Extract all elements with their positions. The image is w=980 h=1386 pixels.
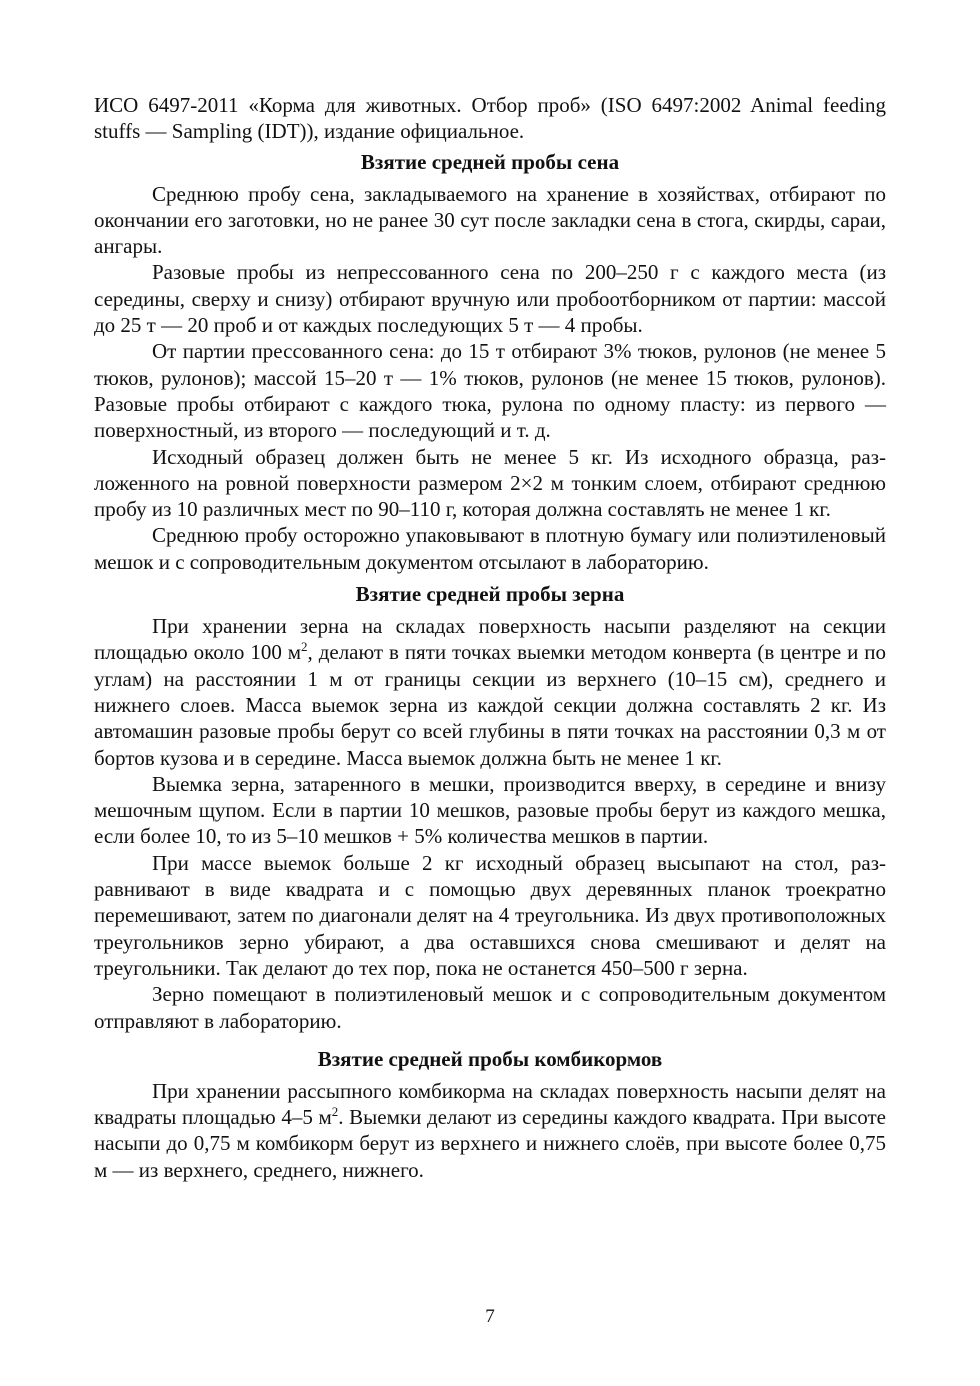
square-meter-superscript: 2 xyxy=(331,1104,339,1120)
heading-feed-sampling: Взятие средней пробы комбикормов xyxy=(317,1046,663,1071)
hay-paragraph-1: Среднюю пробу сена, закладываемого на хранение в хозяйствах, отбирают по окончании его заготовки, но не ранее 30 сут после закладки сена в стога, скирды, сараи, ангары. xyxy=(94,181,886,259)
heading-hay-sampling: Взятие средней пробы сена xyxy=(360,149,620,174)
grain-paragraph-2: Выемка зерна, затаренного в мешки, производится вверху, в середине и внизу мешочным щупом. Если в партии 10 мешков, разовые пробы берут из каждого мешка, если более 10, то из 5–10 мешков + 5% количества мешков в партии. xyxy=(94,771,886,849)
grain-paragraph-1-part-b: , делают в пяти точках выемки методом конверта (в центре и по углам) на расстоянии 1 м от границы секции из верхнего (10–15 см), среднего и нижнего слоев. Масса выемок зерна из каждой секции должна составлять 2 кг. Из автомашин разовые пробы берут со всей глубины в пяти точках на расстоянии 0,3 м от бортов кузова и в середине. Масса выемок должна быть не менее 1 кг. xyxy=(94,640,886,770)
hay-paragraph-5: Среднюю пробу осторожно упаковывают в плотную бумагу или полиэтиленовый мешок и с сопроводительным документом отсылают в лабораторию. xyxy=(94,523,886,574)
page-number: 7 xyxy=(485,1306,495,1327)
square-meter-superscript: 2 xyxy=(301,639,308,655)
feed-paragraph-1-part-b: . Выемки делают из середины каждого квадрата. При высоте насыпи до 0,75 м комбикорм берут из верхнего и нижнего слоёв, при высоте более 0,75 м — из верхнего, среднего, нижнего. xyxy=(94,1105,886,1182)
hay-paragraph-4: Исходный образец должен быть не менее 5 кг. Из исходного образца, разложенного на ровной поверхности размером 2×2 м тонким слоем, отбирают среднюю пробу из 10 различных мест по 90–110 г, которая должна составлять не менее 1 кг. xyxy=(94,444,886,522)
feed-paragraph-1 xyxy=(94,1078,886,1183)
intro-paragraph: ИСО 6497-2011 «Корма для животных. Отбор проб» (ISO 6497:2002 Animal feeding stuffs — Sampling (IDT)), издание официальное. xyxy=(94,93,886,144)
grain-paragraph-1-part-a: При хранении зерна на складах поверхность насыпи разделяют на секции площадью около 100 м xyxy=(94,614,886,665)
hay-paragraph-3: От партии прессованного сена: до 15 т отбирают 3% тюков, рулонов (не менее 5 тюков, рулонов); массой 15–20 т — 1% тюков, рулонов (не менее 15 тюков, рулонов). Разовые пробы отбирают с каждого тюка, рулона по одному пласту: из первого — поверхностный, из второго — последующий и т. д. xyxy=(94,339,886,443)
hay-paragraph-2: Разовые пробы из непрессованного сена по 200–250 г с каждого места (из середины, сверху и снизу) отбирают вручную или пробоотборником от партии: массой до 25 т — 20 проб и от каждых последующих 5 т — 4 пробы. xyxy=(94,260,886,338)
grain-paragraph-3: При массе выемок больше 2 кг исходный образец высыпают на стол, разравнивают в виде квадрата и с помощью двух деревянных планок троекратно перемешивают, затем по диагонали делят на 4 треугольника. Из двух противоположных треугольников зерно убирают, а два оставшихся снова смешивают и делят на треугольники. Так делают до тех пор, пока не останется 450–500 г зерна. xyxy=(94,850,886,980)
grain-paragraph-4: Зерно помещают в полиэтиленовый мешок и с сопроводительным документом отправляют в лабораторию. xyxy=(94,982,886,1033)
document-page xyxy=(94,92,886,1183)
heading-grain-sampling: Взятие средней пробы зерна xyxy=(355,582,625,607)
feed-paragraph-1-part-a: При хранении рассыпного комбикорма на складах поверхность насыпи делят на квадраты площадью 4–5 м xyxy=(94,1078,886,1130)
grain-paragraph-1 xyxy=(94,613,886,771)
